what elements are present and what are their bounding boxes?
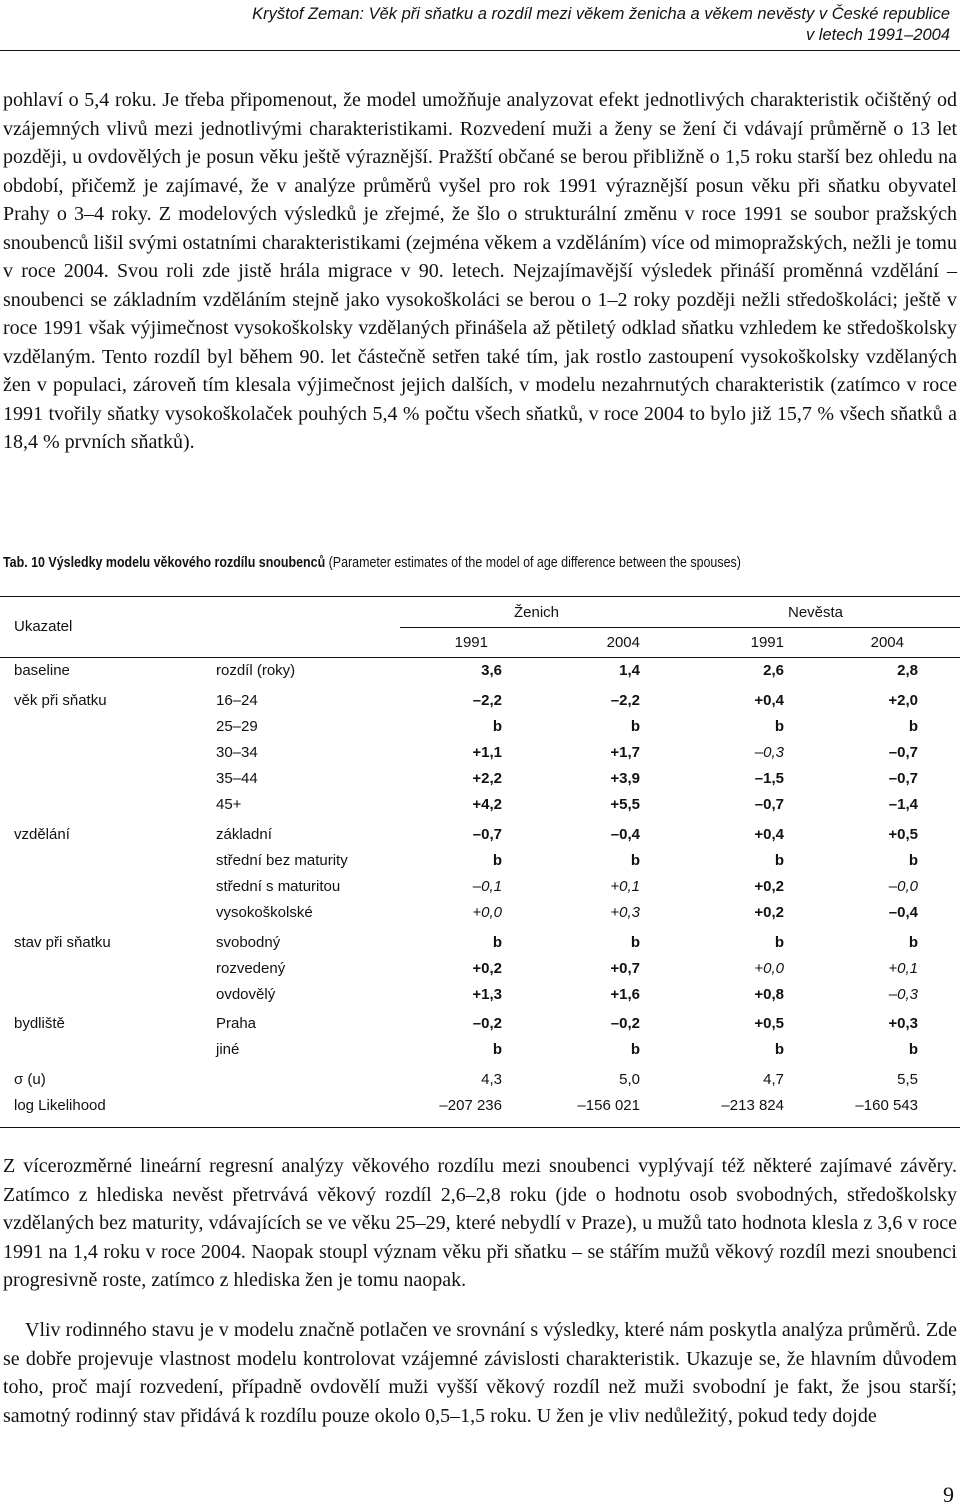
table-cell: 1,4	[619, 662, 640, 679]
table-cell: 5,5	[897, 1071, 918, 1088]
row-label: Praha	[216, 1015, 257, 1032]
row-label: základní	[216, 826, 272, 843]
table-cell: +5,5	[610, 796, 640, 813]
row-group-label: věk při sňatku	[14, 692, 107, 709]
table-cell: b	[774, 718, 784, 735]
table-cell: –0,1	[472, 878, 502, 895]
row-label: ovdovělý	[216, 986, 276, 1003]
table-cell: b	[774, 1041, 784, 1058]
row-group-label: stav při sňatku	[14, 934, 111, 951]
table-cell: –0,3	[754, 744, 784, 761]
header-year: 2004	[606, 634, 640, 651]
row-label: střední s maturitou	[216, 878, 341, 895]
row-label: střední bez maturity	[216, 852, 348, 869]
row-group-label: vzdělání	[14, 826, 70, 843]
table-cell: +2,2	[472, 770, 502, 787]
header-rule	[0, 50, 960, 51]
row-group-label: baseline	[14, 662, 70, 679]
row-label: svobodný	[216, 934, 281, 951]
table-caption	[3, 552, 795, 574]
table-cell: b	[630, 718, 640, 735]
table-caption-label: Tab. 10 Výsledky modelu věkového rozdílu snoubenců	[3, 554, 326, 571]
table-cell: +0,5	[754, 1015, 784, 1032]
table-cell: 3,6	[481, 662, 502, 679]
table-cell: +0,8	[754, 986, 784, 1003]
table-cell: +0,3	[610, 904, 640, 921]
table-cell: b	[492, 1041, 502, 1058]
header-bottom-rule	[0, 657, 960, 658]
row-label: 16–24	[216, 692, 258, 709]
table-cell: b	[630, 1041, 640, 1058]
table-cell: –160 543	[855, 1097, 918, 1114]
table-cell: –2,2	[472, 692, 502, 709]
table-cell: +4,2	[472, 796, 502, 813]
table-cell: b	[908, 718, 918, 735]
table-cell: 4,3	[481, 1071, 502, 1088]
row-label: rozdíl (roky)	[216, 662, 296, 679]
table-cell: –0,2	[472, 1015, 502, 1032]
row-label: vysokoškolské	[216, 904, 313, 921]
table-cell: –1,5	[754, 770, 784, 787]
table-cell: +0,2	[472, 960, 502, 977]
table-cell: b	[492, 718, 502, 735]
table-cell: –0,7	[472, 826, 502, 843]
table-cell: +0,2	[754, 904, 784, 921]
row-group-label: bydliště	[14, 1015, 65, 1032]
header-bride: Nevěsta	[788, 604, 844, 621]
header-year: 1991	[750, 634, 784, 651]
table-cell: –0,7	[888, 770, 918, 787]
table-cell: b	[492, 934, 502, 951]
paragraph-2: Z vícerozměrné lineární regresní analýzy věkového rozdílu mezi snoubenci vyplývají též některé zajímavé závěry. Zatímco z hlediska nevěst přetrvává věkový rozdíl 2,6–2,8 roku (jde o hodnotu osob svobodných, středoškolsky vzdělaných bez maturity, vdávajících se ve věku 25–29, které nebydlí v Praze), u mužů tato hodnota klesla z 3,6 v roce 1991 na 1,4 roku v roce 2004. Naopak stoupl význam věku při sňatku – se stářím mužů věkový rozdíl mezi snoubenci progresivně roste, zatímco z hlediska žen je tomu naopak.	[3, 1155, 957, 1291]
table-cell: –0,4	[610, 826, 640, 843]
table-cell: b	[774, 934, 784, 951]
running-header-line2: v letech 1991–2004	[805, 26, 950, 44]
table-cell: +0,5	[888, 826, 918, 843]
table-cell: +0,3	[888, 1015, 918, 1032]
table-cell: 4,7	[763, 1071, 784, 1088]
table-cell: +0,0	[754, 960, 784, 977]
table-cell: b	[908, 1041, 918, 1058]
row-group-label: log Likelihood	[14, 1097, 106, 1114]
table-cell: –0,7	[888, 744, 918, 761]
table-cell: +0,0	[472, 904, 502, 921]
table-cell: +0,7	[610, 960, 640, 977]
table-cell: b	[492, 852, 502, 869]
paragraph-1: pohlaví o 5,4 roku. Je třeba připomenout, že model umožňuje analyzovat efekt jednotlivých charakteristik očištěný od vzájemných vlivů mezi jednotlivými charakteristikami. Rozvedení muži a ženy se žení či vdávají průměrně o 13 let později, u ovdovělých je posun věku ještě výraznější. Pražští občané se berou přibližně o 1,5 roku starší bez ohledu na období, přičemž je zajímavé, že v analýze průměrů vyšel pro rok 1991 výraznější posun věku při sňatku obyvatel Prahy o 3–4 roky. Z modelových výsledků je zřejmé, že šlo o strukturální změnu v roce 1991 se soubor pražských snoubenců lišil svými ostatními charakteristikami (zejména věkem a vzděláním) více od mimopražských, nežli je tomu v roce 2004. Svou roli zde jistě hrála migrace v 90. letech. Nejzajímavější výsledek přináší proměnná vzdělání – snoubenci se základním vzděláním stejně jako vysokoškoláci se berou o 1–2 roky později nežli středoškoláci; ještě v roce 1991 však výjimečnost vysokoškolsky vzdělaných přinášela až pětiletý odklad sňatku vzhledem ke středoškolsky vzdělaným. Tento rozdíl byl během 90. let částečně setřen také tím, jak rostlo zastoupení vysokoškolsky vzdělaných žen v populaci, zároveň tím klesala výjimečnost jejich dalších, v modelu nezahrnutých charakteristik (zatímco v roce 1991 tvořily sňatky vysokoškolaček pouhých 5,4 % počtu všech sňatků, v roce 2004 to bylo již 15,7 % všech sňatků a 18,4 % prvních sňatků).	[3, 89, 957, 453]
table-cell: –0,7	[754, 796, 784, 813]
header-year: 1991	[454, 634, 488, 651]
table-cell: –0,0	[888, 878, 918, 895]
table-cell: +0,2	[754, 878, 784, 895]
table-cell: –0,3	[888, 986, 918, 1003]
table-cell: +0,4	[754, 826, 784, 843]
table-cell: –0,2	[610, 1015, 640, 1032]
table-cell: 5,0	[619, 1071, 640, 1088]
row-label: 35–44	[216, 770, 258, 787]
table-cell: +1,3	[472, 986, 502, 1003]
table-cell: +0,4	[754, 692, 784, 709]
row-label: rozvedený	[216, 960, 286, 977]
results-table	[0, 596, 960, 1128]
header-year: 2004	[870, 634, 904, 651]
table-cell: b	[630, 852, 640, 869]
row-group-label: σ (u)	[14, 1071, 46, 1088]
header-groom: Ženich	[514, 604, 560, 621]
row-label: jiné	[216, 1041, 240, 1058]
table-cell: +0,1	[888, 960, 918, 977]
table-cell: +2,0	[888, 692, 918, 709]
paragraph-3: Vliv rodinného stavu je v modelu značně potlačen ve srovnání s výsledky, které nám poskytla analýza průměrů. Zde se dobře projevuje vlastnost modelu kontrolovat vzájemné závislosti charakteristik. Ukazuje se, že hlavním důvodem toho, proč mají rozvedení, případně ovdovělí muži vyšší věkový rozdíl než muži svobodní je fakt, že jsou starší; samotný rodinný stav přidává k rozdílu pouze okolo 0,5–1,5 roku. U žen je vliv nedůležitý, pokud tedy dojde	[3, 1319, 957, 1427]
table-caption-english: (Parameter estimates of the model of age difference between the spouses)	[328, 554, 741, 571]
running-header	[50, 4, 950, 46]
header-indicator: Ukazatel	[14, 618, 73, 635]
table-cell: +1,1	[472, 744, 502, 761]
table-cell: –1,4	[888, 796, 918, 813]
table-cell: +0,1	[610, 878, 640, 895]
table-cell: –156 021	[577, 1097, 640, 1114]
table-cell: b	[774, 852, 784, 869]
header-group-rule	[400, 627, 960, 628]
table-cell: +1,7	[610, 744, 640, 761]
row-label: 25–29	[216, 718, 258, 735]
table-cell: –0,4	[888, 904, 918, 921]
table-cell: +1,6	[610, 986, 640, 1003]
table-cell: –213 824	[721, 1097, 784, 1114]
row-label: 45+	[216, 796, 242, 813]
table-cell: –207 236	[439, 1097, 502, 1114]
table-cell: 2,6	[763, 662, 784, 679]
table-cell: b	[908, 852, 918, 869]
table-cell: 2,8	[897, 662, 918, 679]
table-cell: b	[630, 934, 640, 951]
page-number: 9	[943, 1482, 954, 1507]
table-cell: +3,9	[610, 770, 640, 787]
running-header-line1: Kryštof Zeman: Věk při sňatku a rozdíl mezi věkem ženicha a věkem nevěsty v České republice	[252, 5, 950, 23]
row-label: 30–34	[216, 744, 258, 761]
table-cell: b	[908, 934, 918, 951]
table-cell: –2,2	[610, 692, 640, 709]
